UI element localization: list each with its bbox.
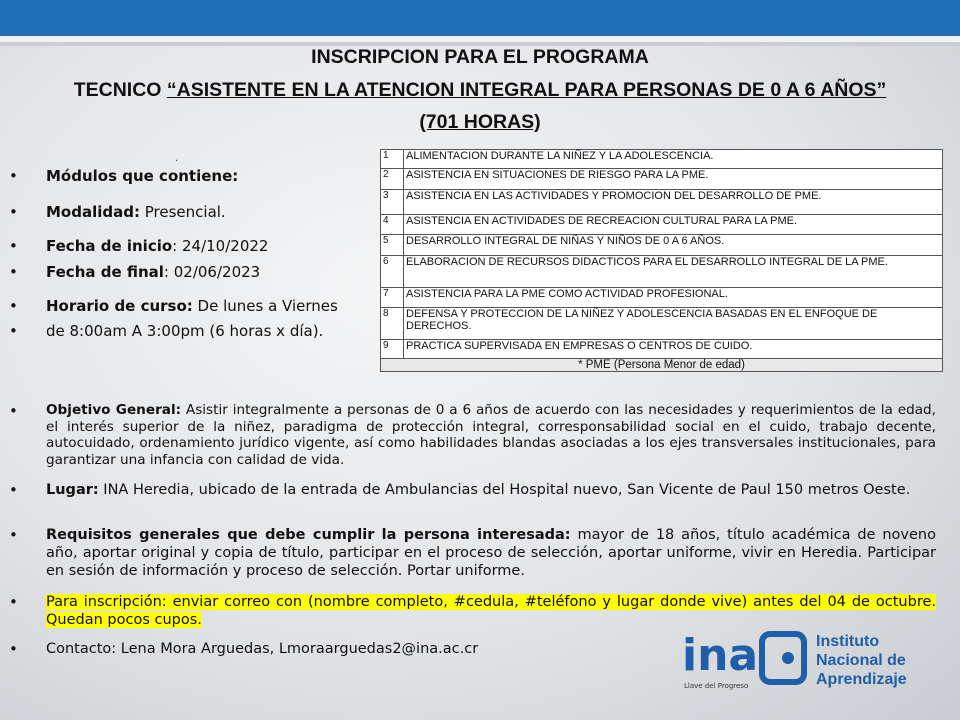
- module-number: 3: [381, 190, 404, 215]
- modalidad-line: Modalidad: Presencial.: [46, 203, 226, 221]
- title-hours: [0, 111, 960, 134]
- module-row: [381, 288, 943, 308]
- stray-dot: .: [175, 153, 179, 164]
- module-title: PRACTICA SUPERVISADA EN EMPRESAS O CENTROS DE CUIDO.: [404, 340, 943, 359]
- module-title: ASISTENCIA EN SITUACIONES DE RIESGO PARA LA PME.: [404, 169, 943, 190]
- title-line-2: [0, 79, 960, 102]
- module-row: [381, 235, 943, 256]
- inscripcion-highlight: Para inscripción: enviar correo con (nombre completo, #cedula, #teléfono y lugar donde vive) antes del 04 de octubre. Quedan pocos cupos.: [46, 594, 936, 628]
- fecha-inicio-line: Fecha de inicio: 24/10/2022: [46, 237, 269, 255]
- module-number: 1: [381, 150, 404, 169]
- program-name: “ASISTENTE EN LA ATENCION INTEGRAL PARA PERSONAS DE 0 A 6 AÑOS”: [166, 79, 887, 101]
- fecha-final-line: Fecha de final: 02/06/2023: [46, 263, 261, 281]
- module-title: DEFENSA Y PROTECCION DE LA NIÑEZ Y ADOLESCENCIA BASADAS EN EL ENFOQUE DE DERECHOS.: [404, 308, 943, 340]
- top-bar: [0, 0, 960, 36]
- module-row: [381, 150, 943, 169]
- module-number: 6: [381, 256, 404, 288]
- module-number: 7: [381, 288, 404, 308]
- modules-footnote-row: [381, 359, 943, 372]
- key-hole-icon: [782, 652, 794, 664]
- requisitos: Requisitos generales que debe cumplir la persona interesada: mayor de 18 años, título académica de noveno año, aportar original y copia de título, participar en el proceso de selección, aportar uniforme, vivir en Heredia. Participar en sesión de información y proceso de selección. Portar uniforme.: [46, 527, 936, 579]
- modulos-label: Módulos que contiene:: [46, 167, 239, 185]
- bullet-dot: •: [9, 237, 18, 255]
- title-prefix: TECNICO: [73, 79, 167, 101]
- module-title: ALIMENTACION DURANTE LA NIÑEZ Y LA ADOLESCENCIA.: [404, 150, 943, 169]
- modules-table: [380, 149, 943, 372]
- bullet-dot: •: [9, 526, 18, 544]
- objetivo-general: Objetivo General: Asistir integralmente a personas de 0 a 6 años de acuerdo con las necesidades y requerimientos de la edad, el interés superior de la niñez, paradigma de protección integral, corresponsabilidad social en el cuido, trabajo decente, autocuidado, ordenamiento jurídico vigente, así como habilidades blandas asociadas a los ejes transversales institucionales, para garantizar una infancia con calidad de vida.: [46, 402, 936, 468]
- contacto: Contacto: Lena Mora Arguedas, Lmoraarguedas2@ina.ac.cr: [46, 641, 479, 657]
- lugar: Lugar: INA Heredia, ubicado de la entrada de Ambulancias del Hospital nuevo, San Vicente de Paul 150 metros Oeste.: [46, 482, 911, 498]
- module-title: DESARROLLO INTEGRAL DE NIÑAS Y NIÑOS DE 0 A 6 AÑOS.: [404, 235, 943, 256]
- logo-line-3: Aprendizaje: [816, 671, 907, 688]
- module-number: 4: [381, 215, 404, 235]
- bullet-dot: •: [9, 263, 18, 281]
- module-row: [381, 215, 943, 235]
- bullet-dot: •: [9, 297, 18, 315]
- bullet-dot: •: [9, 481, 18, 499]
- logo-tagline: Llave del Progreso: [684, 682, 749, 690]
- logo-line-1: Instituto: [816, 633, 880, 650]
- bullet-dot: •: [9, 167, 18, 185]
- bullet-dot: •: [9, 322, 18, 340]
- horario-line-2: de 8:00am A 3:00pm (6 horas x día).: [46, 322, 324, 340]
- module-row: [381, 190, 943, 215]
- bullet-dot: •: [9, 640, 18, 658]
- module-title: ASISTENCIA EN ACTIVIDADES DE RECREACION CULTURAL PARA LA PME.: [404, 215, 943, 235]
- bullet-dot: •: [9, 203, 18, 221]
- module-title: ASISTENCIA EN LAS ACTIVIDADES Y PROMOCION DEL DESARROLLO DE PME.: [404, 190, 943, 215]
- module-row: [381, 256, 943, 288]
- module-number: 9: [381, 340, 404, 359]
- bullet-dot: •: [9, 593, 18, 611]
- module-row: [381, 340, 943, 359]
- module-number: 5: [381, 235, 404, 256]
- module-number: 2: [381, 169, 404, 190]
- title-line-1: INSCRIPCION PARA EL PROGRAMA: [311, 46, 649, 68]
- bullet-dot: •: [9, 402, 18, 420]
- module-title: ASISTENCIA PARA LA PME COMO ACTIVIDAD PROFESIONAL.: [404, 288, 943, 308]
- ina-logo: [670, 624, 940, 718]
- horario-line: Horario de curso: De lunes a Viernes: [46, 297, 338, 315]
- module-number: 8: [381, 308, 404, 340]
- hours-text: (701 HORAS): [419, 111, 541, 133]
- logo-line-2: Nacional de: [816, 652, 906, 669]
- modules-footnote: * PME (Persona Menor de edad): [381, 359, 943, 372]
- ina-logo-letters: ina: [682, 630, 759, 681]
- module-title: ELABORACION DE RECURSOS DIDACTICOS PARA EL DESARROLLO INTEGRAL DE LA PME.: [404, 256, 943, 288]
- module-row: [381, 308, 943, 340]
- modules-table-body: [381, 150, 943, 372]
- module-row: [381, 169, 943, 190]
